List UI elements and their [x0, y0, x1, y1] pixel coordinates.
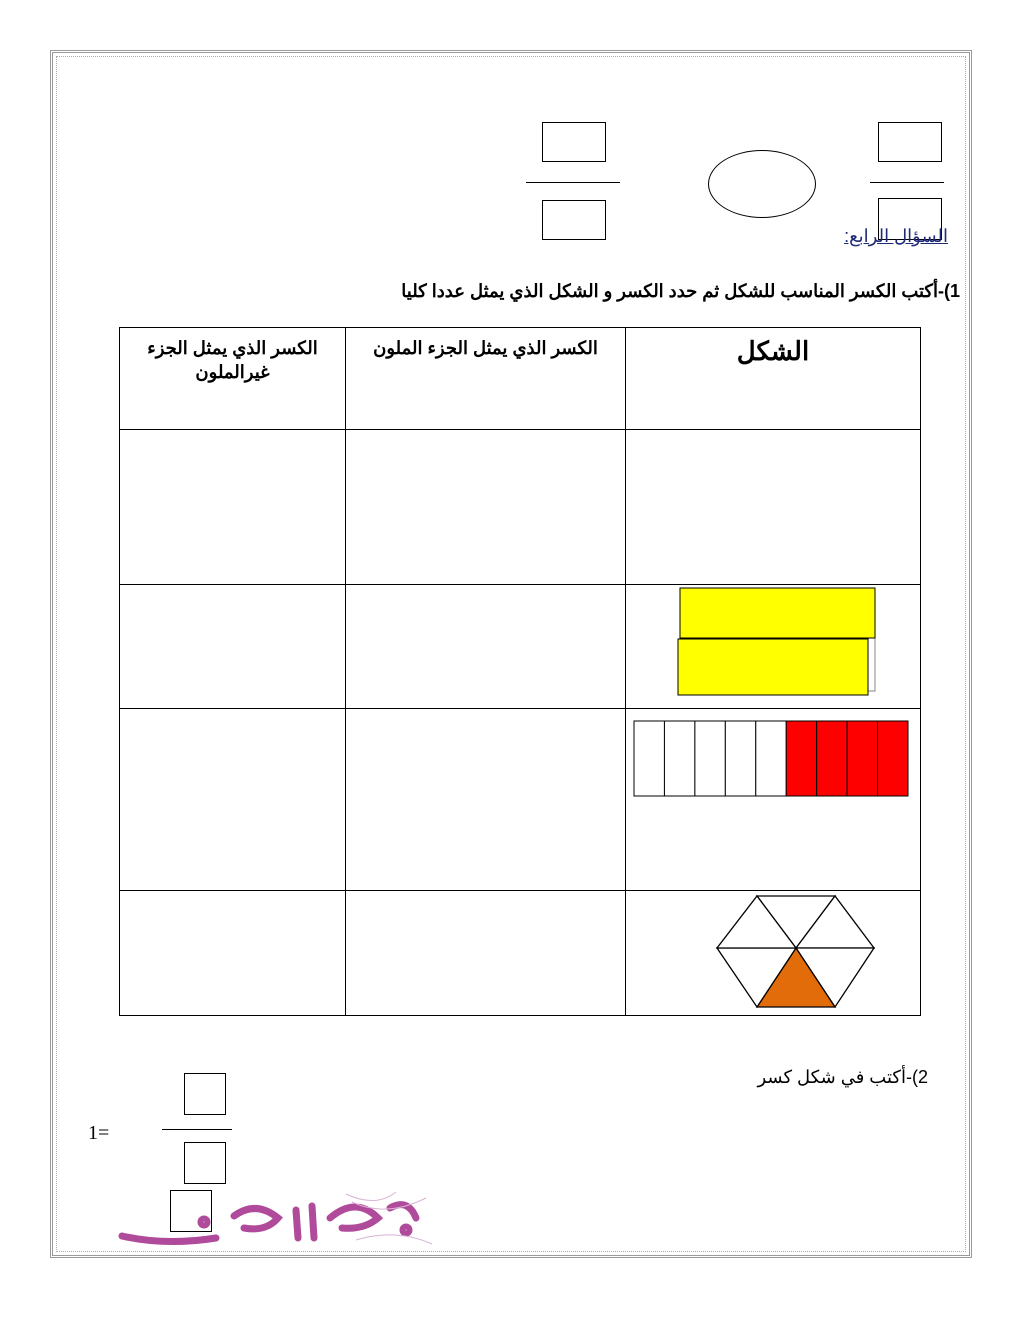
answer-denominator-box[interactable]: [184, 1142, 226, 1184]
rectangle-part-bottom: [678, 639, 868, 695]
table-row: [120, 585, 921, 709]
header-shape-cell: [626, 328, 921, 430]
answer-unshaded-cell[interactable]: [120, 585, 346, 709]
header-shaded: الكسر الذي يمثل الجزء الملون: [373, 338, 598, 358]
comparison-oval[interactable]: [708, 150, 816, 218]
answer-numerator-box[interactable]: [184, 1073, 226, 1115]
answer-unshaded-cell[interactable]: [120, 430, 346, 585]
fraction-bar-left: [526, 182, 620, 183]
header-shaded-cell: [346, 328, 626, 430]
table-row: [120, 891, 921, 1016]
shape-cell: [626, 430, 921, 585]
hexagon-one-shaded: [626, 891, 921, 1015]
strip-nine-parts: [626, 709, 921, 890]
answer-unshaded-cell[interactable]: [120, 891, 346, 1016]
answer-unshaded-cell[interactable]: [120, 709, 346, 891]
rectangle-part-top: [680, 588, 875, 638]
hexagon-two-shaded: [626, 430, 921, 584]
denominator-box-left[interactable]: [542, 200, 606, 240]
answer-shaded-cell[interactable]: [346, 585, 626, 709]
strip-part-shaded: [786, 721, 816, 796]
strip-part-shaded: [847, 721, 877, 796]
equation-left: 1=: [88, 1122, 110, 1144]
answer-fraction-bar: [162, 1129, 232, 1130]
rectangle-halves-shaded: [626, 585, 921, 708]
table-row: [120, 430, 921, 585]
section-heading: السؤال الرابع:: [844, 226, 948, 246]
header-unshaded-cell: [120, 328, 346, 430]
numerator-box-left[interactable]: [542, 122, 606, 162]
shape-cell: [626, 585, 921, 709]
shape-cell: [626, 891, 921, 1016]
strip-part: [756, 721, 786, 796]
header-shape: الشكل: [736, 336, 810, 366]
strip-part-shaded: [878, 721, 908, 796]
header-unshaded: الكسر الذي يمثل الجزء غيرالملون: [147, 338, 318, 382]
strip-part: [664, 721, 694, 796]
fraction-bar-right: [870, 182, 944, 183]
table-header-row: [120, 328, 921, 430]
strip-part-shaded: [817, 721, 847, 796]
strip-part: [695, 721, 725, 796]
strip-part: [634, 721, 664, 796]
numerator-box-right[interactable]: [878, 122, 942, 162]
question-1-text: 1)-أكتب الكسر المناسب للشكل ثم حدد الكسر و الشكل الذي يمثل عددا كليا: [401, 281, 960, 301]
question-2-text: 2)-أكتب في شكل كسر: [757, 1067, 928, 1087]
signature-logo: [116, 1188, 438, 1250]
answer-shaded-cell[interactable]: [346, 430, 626, 585]
fractions-table: [119, 327, 921, 1016]
answer-shaded-cell[interactable]: [346, 709, 626, 891]
answer-shaded-cell[interactable]: [346, 891, 626, 1016]
strip-part: [725, 721, 755, 796]
shape-cell: [626, 709, 921, 891]
table-row: [120, 709, 921, 891]
